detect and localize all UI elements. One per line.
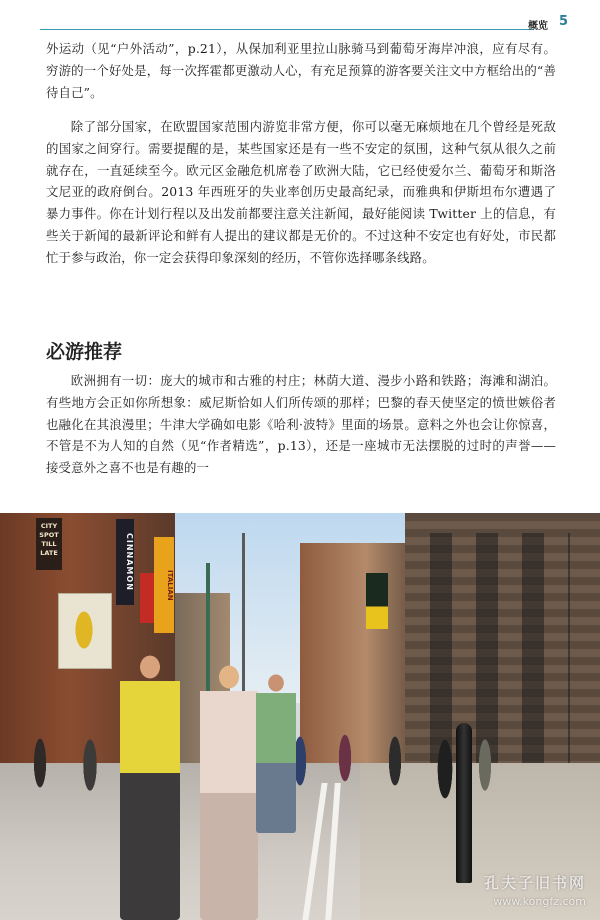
paragraph-2: 除了部分国家，在欧盟国家范围内游览非常方便，你可以毫无麻烦地在几个曾经是死敌的国家之间穿行。需要提醒的是，某些国家还是有一些不安定的氛围，这种气氛从很久之前就存在，一直延续至今。欧元区金融危机席卷了欧洲大陆，它已经使爱尔兰、葡萄牙和斯洛文尼亚的政府倒台。2013 年西班牙的失业率创历史最高纪录，而雅典和伊斯坦布尔遭遇了暴力事件。你在计划行程以及出发前都要注意关注新闻，最好能阅读 Twitter 上的信息，有些关于新闻的最新评论和鲜有人提出的建议都是无价的。不过这种不安定也有好处，市民都忙于参与政治，你一定会获得印象深刻的经历，不管你选择哪条线路。	[46, 119, 556, 265]
hanging-banner	[366, 573, 388, 629]
paragraph-1: 外运动（见“户外活动”，p.21），从保加利亚里拉山脉骑马到葡萄牙海岸冲浪，应有尽有。穷游的一个好处是，每一次挥霍都更激动人心，有充足预算的游客要关注文中方框给出的“善待自己”。	[46, 41, 556, 100]
section-heading: 必游推荐	[46, 341, 123, 363]
page-number: 5	[558, 14, 568, 29]
shop-sign-red	[140, 573, 154, 623]
watermark-chinese: 孔夫子旧书网	[483, 874, 586, 892]
photo-man-with-bag	[256, 673, 296, 833]
photo-woman-white-top	[200, 663, 258, 920]
watermark	[484, 872, 586, 908]
poster-figure-icon	[69, 602, 99, 658]
photo-bollard	[456, 723, 472, 883]
shop-sign-cinnamon: CINNAMON	[116, 519, 134, 605]
street-photo	[0, 513, 600, 920]
photo-woman-yellow-top	[120, 653, 180, 920]
page-header	[40, 16, 568, 34]
wall-poster	[58, 593, 112, 669]
photo-crowd	[0, 703, 600, 813]
section-paragraph: 欧洲拥有一切：庞大的城市和古雅的村庄；林荫大道、漫步小路和铁路；海滩和湖泊。有些地方会正如你所想象：威尼斯恰如人们所传颂的那样；巴黎的春天使坚定的愤世嫉俗者也融化在其浪漫里；牛津大学确如电影《哈利·波特》里面的场景。意料之外也会让你惊喜，不管是不为人知的自然（见“作者精选”，p.13），还是一座城市无法摆脱的过时的声誉——接受意外之喜不也是有趣的一	[46, 373, 556, 476]
shop-sign-yellow: ITALIAN	[154, 537, 174, 633]
watermark-url: www.kongfz.com	[493, 895, 586, 908]
header-rule	[40, 29, 534, 30]
shop-sign-city: CITY SPOT TILL LATE	[36, 518, 62, 570]
running-header-section: 概览	[528, 21, 548, 32]
